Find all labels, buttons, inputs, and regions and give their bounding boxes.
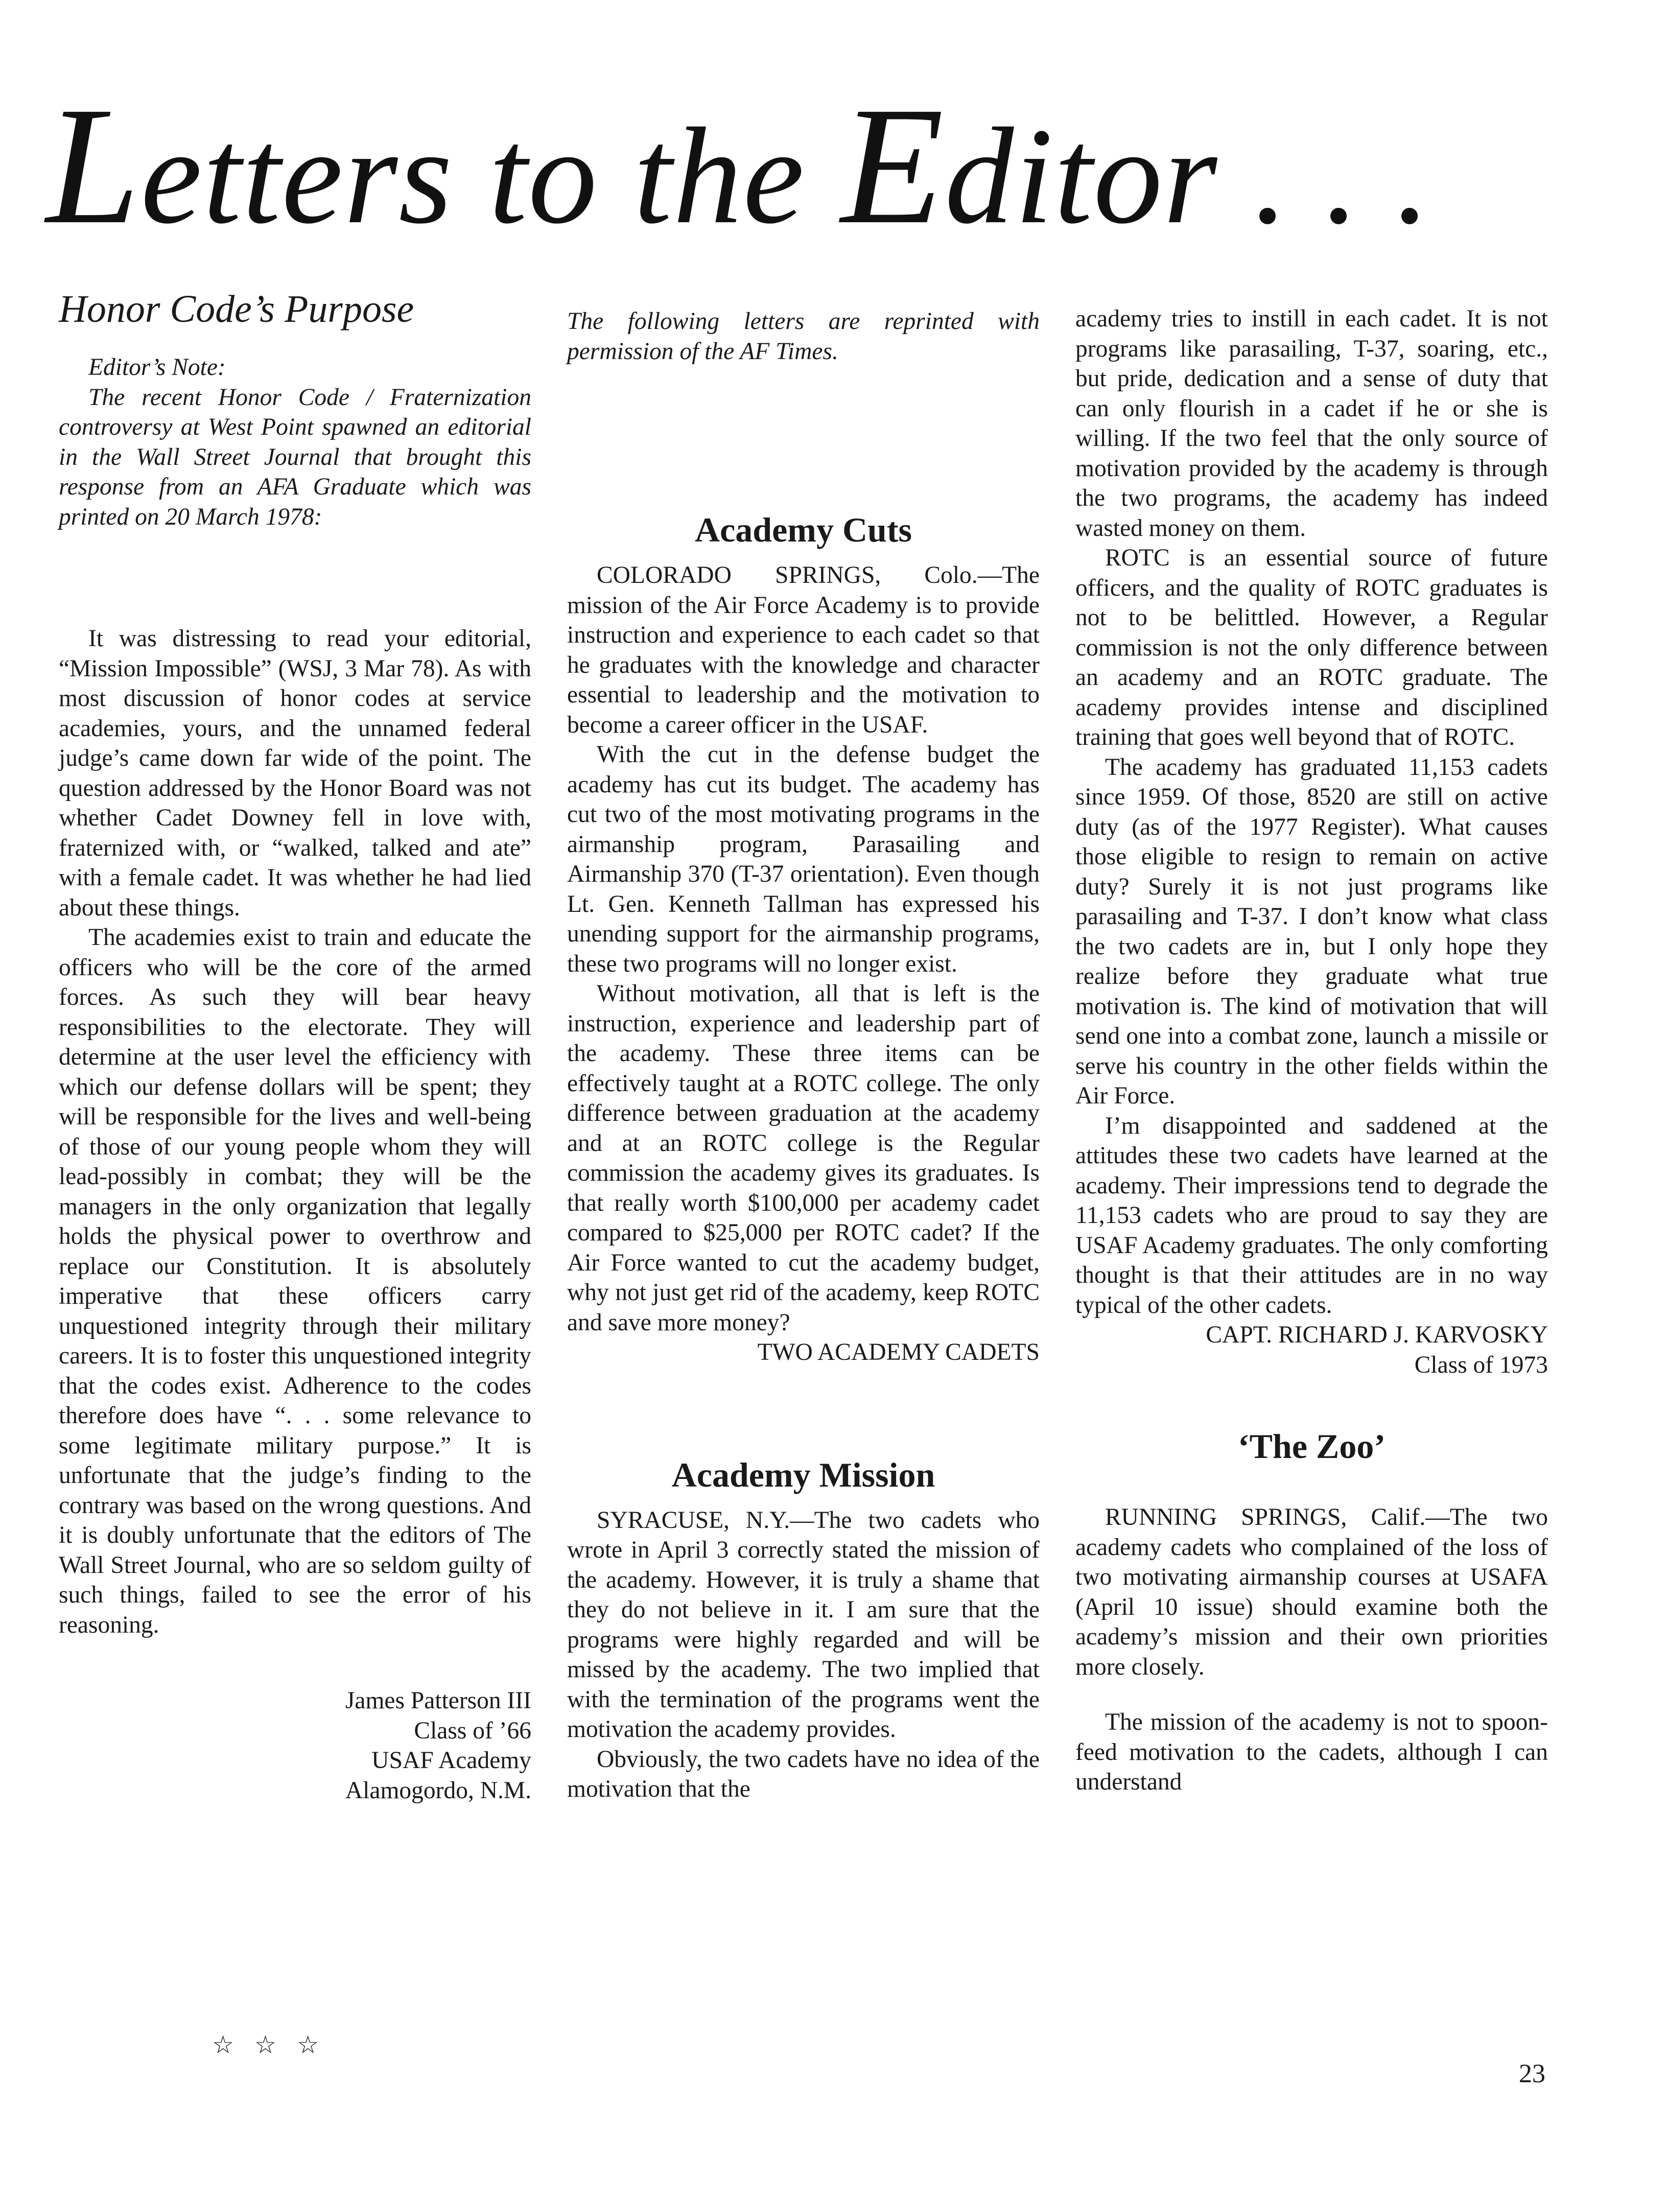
page-number: 23 [1519, 2059, 1545, 2088]
mission-paragraph-5: I’m disappointed and saddened at the attitudes these two cadets have learned at the academy. Their impressions tend to degrade the 11,153 cadets who are proud to say they are USAF Academy graduates. The only comforting thought is that their attitudes are in no way typical of the other cadets. [1075, 1112, 1548, 1319]
mission-paragraph-1: SYRACUSE, N.Y.—The two cadets who wrote in April 3 correctly stated the mission of the academy. However, it is truly a shame that they do not believe in it. I am sure that the programs were highly regarded and will be missed by the academy. The two implied that with the termination of the programs went the motivation the academy provides. [567, 1507, 1040, 1743]
headline-academy-mission: Academy Mission [671, 1455, 935, 1494]
signature-class: Class of ’66 [414, 1717, 531, 1744]
cuts-paragraph-2: With the cut in the defense budget the academy has cut its budget. The academy has cut two of the most motivating programs in the airmanship program, Parasailing and Airmanship 370 (T-37 orientation). Even though Lt. Gen. Kenneth Tallman has expressed his unending support for the airmanship programs, these two programs will no longer exist. [567, 741, 1040, 977]
signature-org: USAF Academy [371, 1747, 531, 1774]
mission-paragraph-2-cont: academy tries to instill in each cadet. It is not programs like parasailing, T-37, soaring, etc., but pride, dedication and a sense of duty that can only flourish in a cadet if he or she is willing. If the two feel that the only source of motivation provided by the academy is through the two programs, the academy has indeed wasted money on them. [1075, 305, 1548, 542]
editor-note-text: The recent Honor Code / Fraternization controversy at West Point spawned an editorial in the Wall Street Journal that brought this response from an AFA Graduate which was printed on 20 March 1978: [59, 384, 531, 530]
editor-note-label: Editor’s Note: [88, 354, 226, 381]
honor-signature [59, 1686, 531, 1805]
honor-paragraph-2: The academies exist to train and educate the officers who will be the core of the armed forces. As such they will bear heavy responsibilities to the electorate. They will determine at the user level the efficiency with which our defense dollars will be spent; they will be responsible for the lives and well-being of those of our young people whom they will lead-possibly in combat; they will be the managers in the only organization that legally holds the physical power to overthrow and replace our Constitution. It is absolutely imperative that these officers carry unquestioned integrity through their military careers. It is to foster this unquestioned integrity that the codes exist. Adherence to the codes therefore does have “. . . some relevance to some legitimate military purpose.” It is unfortunate that the judge’s finding to the contrary was based on the wrong questions. And it is doubly unfortunate that the editors of The Wall Street Journal, who are so seldom guilty of such things, failed to see the error of his reasoning. [59, 924, 531, 1638]
honor-paragraph-1: It was distressing to read your editorial, “Mission Impossible” (WSJ, 3 Mar 78). As with most discussion of honor codes at service academies, yours, and the unnamed federal judge’s came down far wide of the point. The question addressed by the Honor Board was not whether Cadet Downey fell in love with, fraternized with, or “walked, talked and ate” with a female cadet. It was whether he had lied about these things. [59, 625, 531, 921]
mission-paragraph-3: ROTC is an essential source of future officers, and the quality of ROTC graduates is not to be belittled. However, a Regular commission is not the only difference between an academy and an ROTC graduate. The academy provides intense and disciplined training that goes well beyond that of ROTC. [1075, 545, 1548, 750]
column-1 [59, 286, 531, 1805]
section-divider-stars: ☆☆☆ [212, 2032, 340, 2059]
signature-place: Alamogordo, N.M. [345, 1777, 531, 1804]
article-title-honor-code: Honor Code’s Purpose [59, 288, 414, 331]
mission-signature-class: Class of 1973 [1414, 1351, 1548, 1378]
masthead-part-a: etters to the [140, 100, 841, 252]
zoo-paragraph-1: RUNNING SPRINGS, Calif.—The two academy cadets who complained of the loss of two motivating airmanship courses at USAFA (April 10 issue) should examine both the academy’s mission and their own priorities more closely. [1075, 1504, 1548, 1680]
column-2 [567, 307, 1040, 1804]
editor-note [59, 352, 531, 532]
mission-signature-name: CAPT. RICHARD J. KARVOSKY [1206, 1322, 1548, 1348]
mission-paragraph-2: Obviously, the two cadets have no idea of the motivation that the [567, 1746, 1040, 1802]
cuts-paragraph-3: Without motivation, all that is left is the instruction, experience and leadership part of the academy. These three items can be effectively taught at a ROTC college. The only difference between graduation at the academy and at an ROTC college is the Regular commission the academy gives its graduates. Is that really worth $100,000 per academy cadet compared to $25,000 per ROTC cadet? If the Air Force wanted to cut the academy budget, why not just get rid of the academy, keep ROTC and save more money? [567, 980, 1040, 1336]
zoo-paragraph-2: The mission of the academy is not to spoon-feed motivation to the cadets, although I can understand [1075, 1709, 1548, 1795]
signature-name: James Patterson III [345, 1687, 531, 1714]
page-masthead [46, 73, 1431, 259]
cuts-signature: TWO ACADEMY CADETS [757, 1339, 1040, 1366]
column-3 [1075, 304, 1548, 1797]
headline-academy-cuts: Academy Cuts [695, 510, 912, 549]
masthead-part-b: ditor . . . [945, 100, 1431, 252]
mission-paragraph-4: The academy has graduated 11,153 cadets since 1959. Of those, 8520 are still on active duty (as of the 1977 Register). What causes those eligible to resign to remain on active duty? Surely it is not just programs like parasailing and T-37. I don’t know what class the two cadets are in, but I only hope they realize before they graduate what true motivation is. The kind of motivation that will send one into a combat zone, launch a missile or serve his country in the other fields within the Air Force. [1075, 754, 1548, 1109]
reprint-intro: The following letters are reprinted with permission of the AF Times. [567, 308, 1040, 365]
masthead-cap-e: E [840, 73, 945, 259]
masthead-cap-l: L [46, 73, 141, 259]
cuts-paragraph-1: COLORADO SPRINGS, Colo.—The mission of the Air Force Academy is to provide instruction and experience to each cadet so that he graduates with the knowledge and character essential to leadership and the motivation to become a career officer in the USAF. [567, 562, 1040, 738]
headline-the-zoo: ‘The Zoo’ [1238, 1427, 1385, 1466]
